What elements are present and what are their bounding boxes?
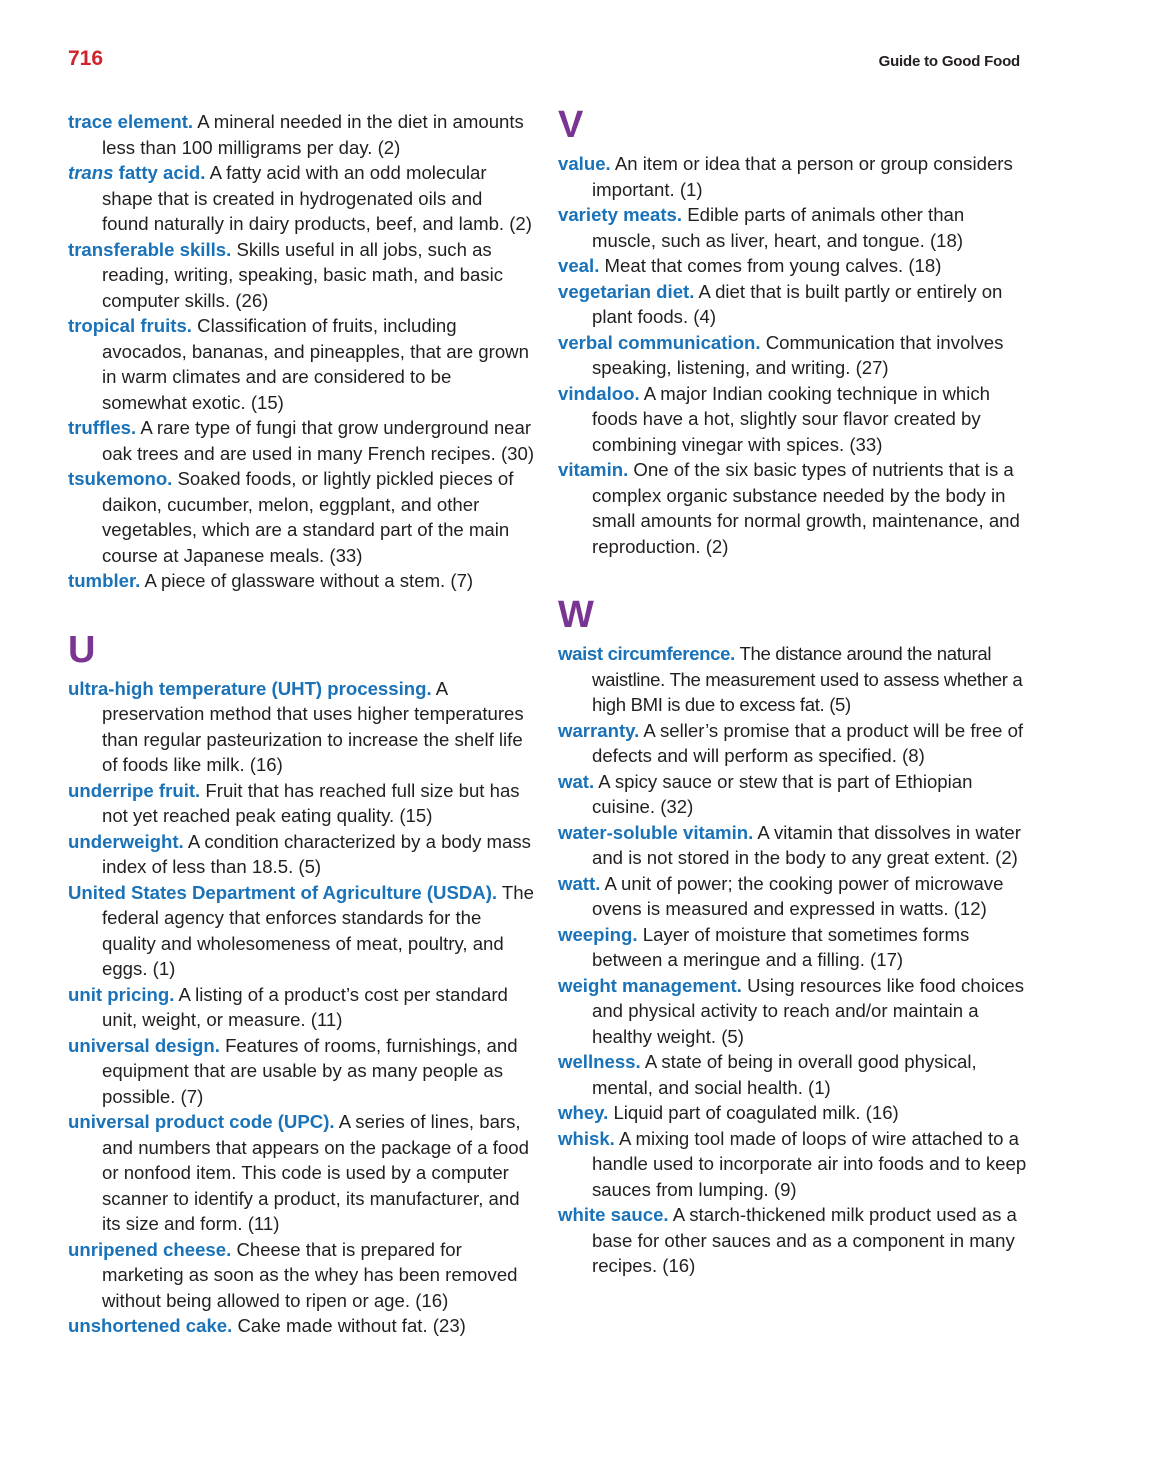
glossary-entry: universal design. Features of rooms, furnishings, and equipment that are usable by as many people as possible. (7) <box>68 1034 518 1107</box>
glossary-entry: universal product code (UPC). A series of lines, bars, and numbers that appears on the package of a food or nonfood item. This code is used by a computer scanner to identify a product, its manufacturer, and its size and form. (11) <box>68 1111 529 1234</box>
glossary-entry: unripened cheese. Cheese that is prepared for marketing as soon as the whey has been removed without being allowed to ripen or age. (16) <box>68 1238 518 1311</box>
glossary-entry: water-soluble vitamin. A vitamin that dissolves in water and is not stored in the body to any great extent. (2) <box>558 821 1021 868</box>
glossary-entry: vindaloo. A major Indian cooking technique in which foods have a hot, slightly sour flavor created by combining vinegar with spices. (33) <box>558 382 991 455</box>
glossary-entry: wat. A spicy sauce or stew that is part of Ethiopian cuisine. (32) <box>558 770 973 817</box>
glossary-right-column <box>558 105 1028 1279</box>
letter-heading-v: V <box>558 104 584 146</box>
glossary-entry: verbal communication. Communication that involves speaking, listening, and writing. (27) <box>558 331 1004 378</box>
letter-heading-w: W <box>558 594 594 636</box>
glossary-entry: watt. A unit of power; the cooking power of microwave ovens is measured and expressed in watts. (12) <box>558 872 1004 919</box>
glossary-entry: tropical fruits. Classification of fruits, including avocados, bananas, and pineapples, that are grown in warm climates and are considered to be somewhat exotic. (15) <box>68 315 529 413</box>
page-number: 716 <box>68 47 104 70</box>
glossary-entry: United States Department of Agriculture (USDA). The federal agency that enforces standards for the quality and wholesomeness of meat, poultry, and eggs. (1) <box>68 881 534 979</box>
glossary-entry: tsukemono. Soaked foods, or lightly pickled pieces of daikon, cucumber, melon, eggplant, and other vegetables, which are a standard part of the main course at Japanese meals. (33) <box>68 468 514 566</box>
glossary-entry: trans fatty acid. A fatty acid with an odd molecular shape that is created in hydrogenated oils and found naturally in dairy products, beef, and lamb. (2) <box>68 162 532 234</box>
glossary-entry: veal. Meat that comes from young calves. (18) <box>558 255 942 276</box>
glossary-entry: value. An item or idea that a person or group considers important. (1) <box>558 153 1013 200</box>
running-head: Guide to Good Food <box>878 53 1020 70</box>
glossary-entry: transferable skills. Skills useful in all jobs, such as reading, writing, speaking, basic math, and basic computer skills. (26) <box>68 238 504 311</box>
glossary-entry: whey. Liquid part of coagulated milk. (16) <box>558 1102 899 1123</box>
glossary-entry: unshortened cake. Cake made without fat. (23) <box>68 1315 466 1336</box>
glossary-entry: tumbler. A piece of glassware without a stem. (7) <box>68 570 474 591</box>
glossary-entry: whisk. A mixing tool made of loops of wire attached to a handle used to incorporate air into foods and to keep sauces from lumping. (9) <box>558 1127 1027 1200</box>
glossary-entry: vitamin. One of the six basic types of nutrients that is a complex organic substance needed by the body in small amounts for normal growth, maintenance, and reproduction. (2) <box>558 459 1020 557</box>
glossary-entry: vegetarian diet. A diet that is built partly or entirely on plant foods. (4) <box>558 280 1003 327</box>
glossary-entry: wellness. A state of being in overall good physical, mental, and social health. (1) <box>558 1051 977 1098</box>
glossary-entry: waist circumference. The distance around the natural waistline. The measurement used to assess whether a high BMI is due to excess fat. (5) <box>558 643 1023 715</box>
glossary-left-column <box>68 109 534 1339</box>
glossary-entry: variety meats. Edible parts of animals other than muscle, such as liver, heart, and tongue. (18) <box>558 204 965 251</box>
letter-heading-u: U <box>68 628 96 671</box>
glossary-entry: trace element. A mineral needed in the diet in amounts less than 100 milligrams per day. (2) <box>68 111 524 158</box>
glossary-entry: ultra-high temperature (UHT) processing. A preservation method that uses higher temperatures than regular pasteurization to increase the shelf life of foods like milk. (16) <box>68 677 524 775</box>
glossary-entry: underripe fruit. Fruit that has reached full size but has not yet reached peak eating quality. (15) <box>68 779 520 826</box>
glossary-entry: white sauce. A starch-thickened milk product used as a base for other sauces and as a component in many recipes. (16) <box>558 1204 1017 1276</box>
glossary-entry: truffles. A rare type of fungi that grow underground near oak trees and are used in many French recipes. (30) <box>68 417 535 464</box>
glossary-entry: warranty. A seller’s promise that a product will be free of defects and will perform as specified. (8) <box>558 719 1024 766</box>
glossary-entry: weight management. Using resources like food choices and physical activity to reach and/or maintain a healthy weight. (5) <box>558 974 1025 1047</box>
glossary-entry: underweight. A condition characterized by a body mass index of less than 18.5. (5) <box>68 830 531 877</box>
glossary-entry: weeping. Layer of moisture that sometimes forms between a meringue and a filling. (17) <box>558 923 970 970</box>
glossary-entry: unit pricing. A listing of a product’s cost per standard unit, weight, or measure. (11) <box>68 983 508 1030</box>
